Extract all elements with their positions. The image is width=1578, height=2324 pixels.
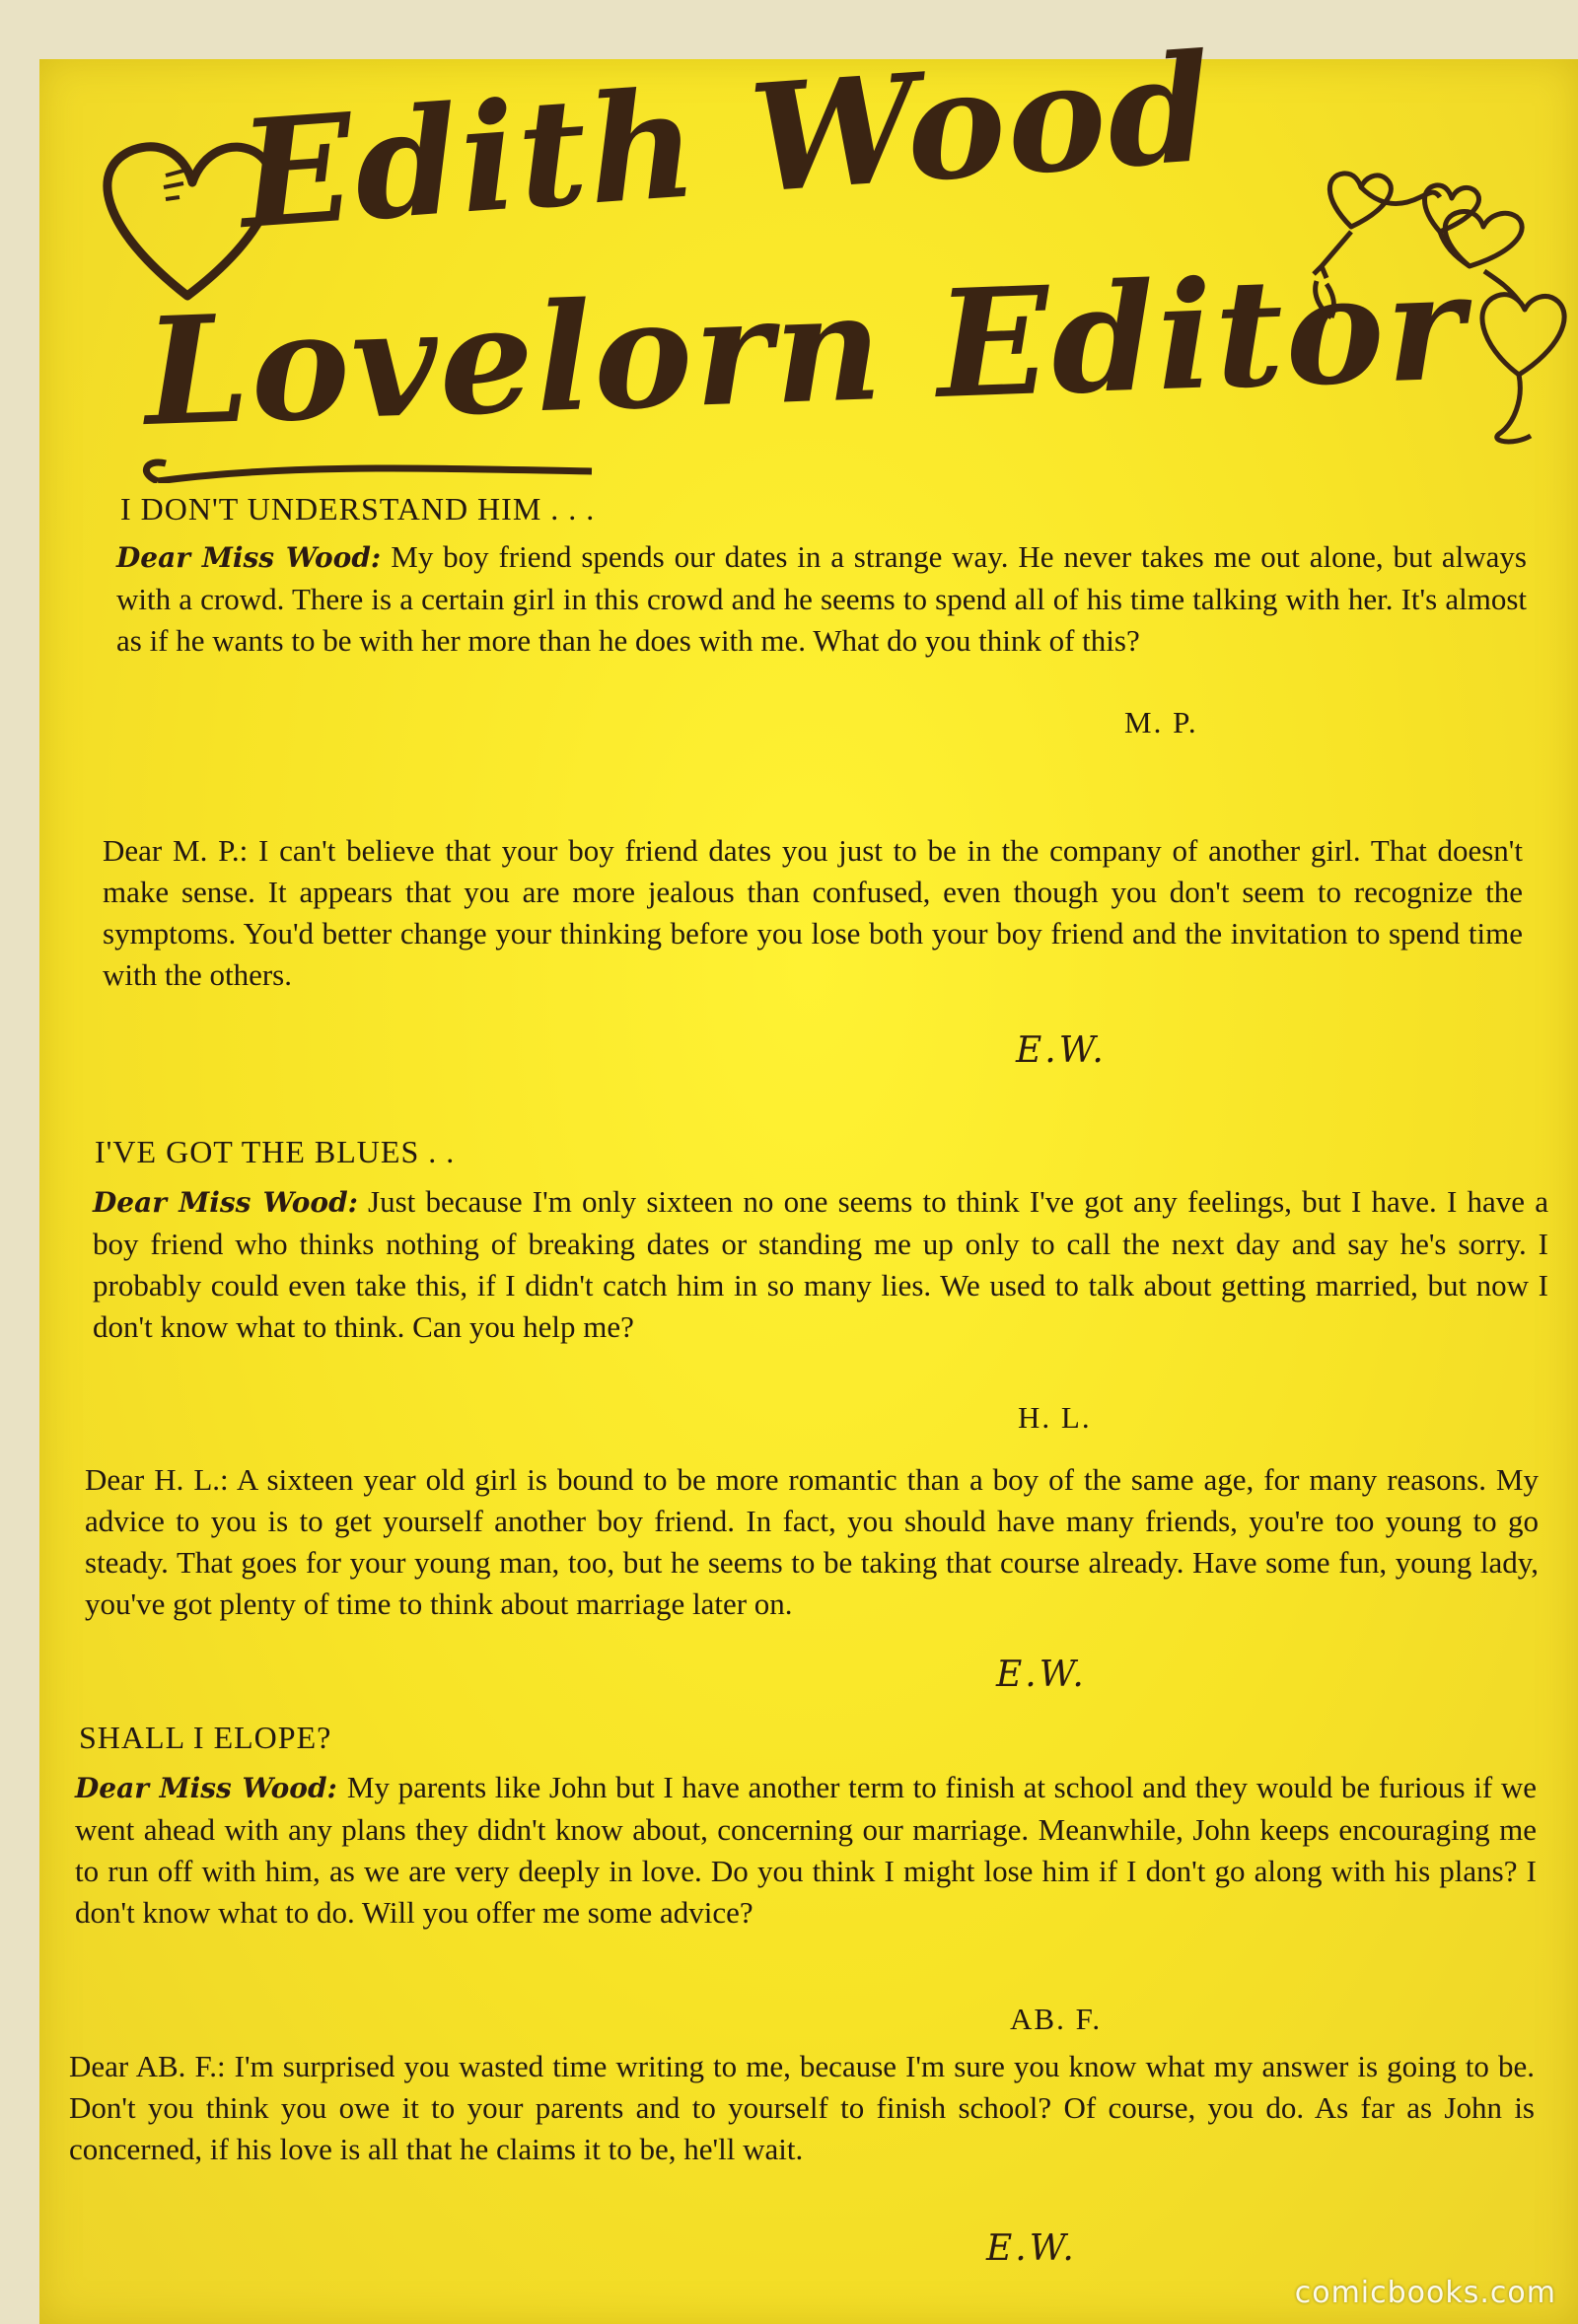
letter-3-body [75, 1767, 1537, 1934]
letter-3-initials: AB. F. [1010, 2002, 1103, 2036]
letter-1-text: My boy friend spends our dates in a strange way. He never takes me out alone, but always with a crowd. There is a certain girl in this crowd and he seems to spend all of his time talking with her. It's almost as if he wants to be with her more than he does with me. What do you think of this? [116, 539, 1527, 658]
letter-1-reply: Dear M. P.: I can't believe that your boy friend dates you just to be in the company of another girl. That doesn't make sense. It appears that you are more jealous than confused, even though you don't seem to recognize the symptoms. You'd better change your thinking before you lose both your boy friend and the invitation to spend time with the others. [103, 833, 1523, 992]
letter-3-signature: E.W. [986, 2228, 1077, 2269]
letter-2-text: Just because I'm only sixteen no one seems to think I've got any feelings, but I have. I have a boy friend who thinks nothing of breaking dates or standing me up only to call the next day and say he's sorry. I probably could even take this, if I didn't catch him in so many lies. We used to talk about getting married, but now I don't know what to think. Can you help me? [93, 1184, 1548, 1344]
title-line-1: Edith Wood [234, 21, 1219, 263]
letter-1-initials: M. P. [1124, 705, 1198, 739]
letter-3-reply: Dear AB. F.: I'm surprised you wasted time writing to me, because I'm sure you know what my answer is going to be. Don't you think you owe it to your parents and to yourself to finish school? Of course, you do. As far as John is concerned, if his love is all that he claims it to be, he'll wait. [69, 2049, 1535, 2166]
letter-2-signature: E.W. [996, 1655, 1087, 1695]
lovelorn-page [39, 21, 1578, 2324]
letter-3-salutation: Dear Miss Wood: [75, 1772, 337, 1804]
letter-1-salutation: Dear Miss Wood: [116, 541, 382, 574]
letter-2-heading: I'VE GOT THE BLUES . . [95, 1134, 456, 1169]
letter-1-body [116, 536, 1527, 662]
letter-3-text: My parents like John but I have another term to finish at school and they would be furious if we went ahead with any plans they didn't know about, concerning our marriage. Meanwhile, John keeps encouraging me to run off with him, as we are very deeply in love. Do you think I might lose him if I don't go along with his plans? I don't know what to do. Will you offer me some advice? [75, 1770, 1537, 1930]
letter-1-signature: E.W. [1016, 1030, 1107, 1071]
title-swash [146, 462, 592, 481]
letter-2-reply: Dear H. L.: A sixteen year old girl is bound to be more romantic than a boy of the same age, for many reasons. My advice to you is to get yourself another boy friend. In fact, you should have many friends, you're too young to go steady. That goes for your young man, too, but he seems to be taking that course already. Have some fun, young lady, you've got plenty of time to think about marriage later on. [85, 1462, 1539, 1621]
letter-2-body [93, 1181, 1548, 1348]
site-watermark: comicbooks.com [1294, 2276, 1556, 2310]
page-header [39, 21, 1578, 483]
title-line-2: Lovelorn Editor [141, 240, 1470, 459]
letter-2-salutation: Dear Miss Wood: [93, 1186, 359, 1219]
letter-1-heading: I DON'T UNDERSTAND HIM . . . [120, 491, 596, 527]
letter-3-heading: SHALL I ELOPE? [79, 1720, 332, 1755]
letter-2-initials: H. L. [1018, 1400, 1092, 1435]
